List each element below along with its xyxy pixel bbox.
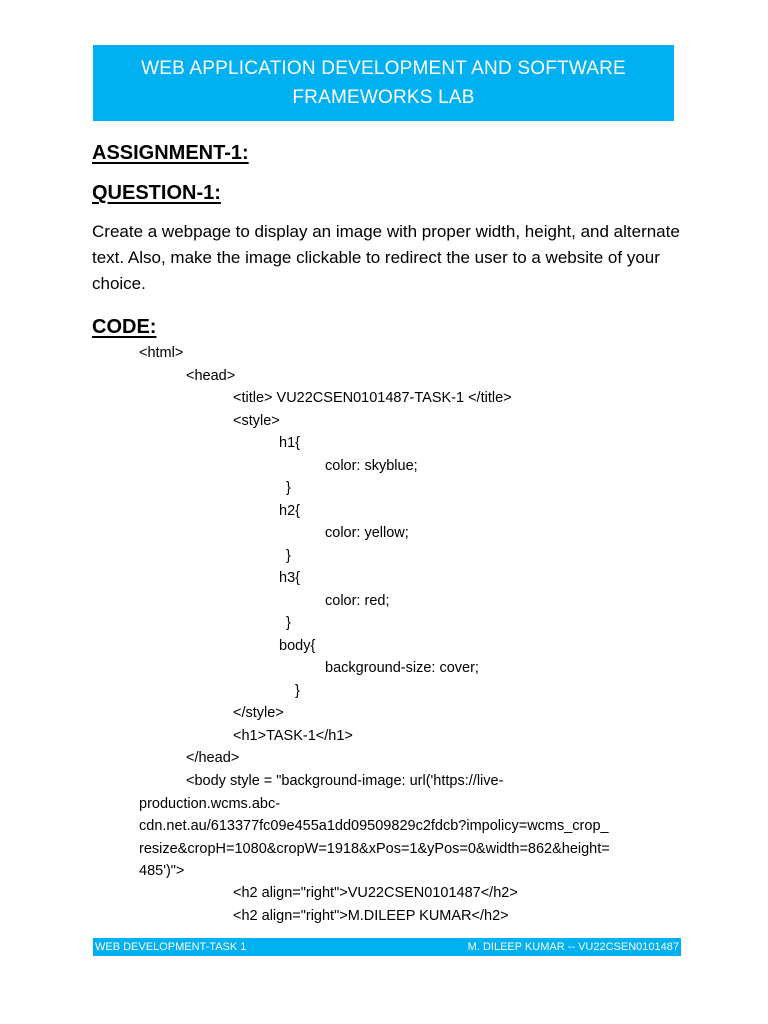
code-line: h3{	[279, 570, 300, 586]
code-line: </style>	[233, 705, 284, 721]
code-line: h2{	[279, 503, 300, 519]
code-line: }	[286, 615, 291, 631]
code-line: <body style = "background-image: url('https://live-	[186, 773, 504, 789]
code-line: resize&cropH=1080&cropW=1918&xPos=1&yPos=0&width=862&height=	[139, 841, 610, 857]
code-line: 485')">	[139, 863, 185, 879]
question-heading: QUESTION-1:	[92, 182, 221, 204]
code-line: color: yellow;	[325, 525, 409, 541]
page-footer	[93, 938, 681, 956]
code-line: <h1>TASK-1</h1>	[233, 728, 353, 744]
assignment-heading: ASSIGNMENT-1:	[92, 142, 249, 164]
code-line: <html>	[139, 345, 184, 361]
code-line: }	[286, 480, 291, 496]
code-line: color: skyblue;	[325, 458, 418, 474]
lab-title: WEB APPLICATION DEVELOPMENT AND SOFTWARE FRAMEWORKS LAB	[141, 58, 626, 108]
code-line: }	[295, 683, 300, 699]
footer-left-text: WEB DEVELOPMENT-TASK 1	[95, 941, 247, 953]
footer-right-text: M. DILEEP KUMAR -- VU22CSEN0101487	[467, 941, 679, 953]
code-line: body{	[279, 638, 316, 654]
code-line: <title> VU22CSEN0101487-TASK-1 </title>	[233, 390, 512, 406]
code-line: <h2 align="right">VU22CSEN0101487</h2>	[233, 885, 518, 901]
code-line: }	[286, 548, 291, 564]
code-line: <head>	[186, 368, 236, 384]
code-line: color: red;	[325, 593, 390, 609]
code-heading: CODE:	[92, 316, 157, 338]
code-line: h1{	[279, 435, 300, 451]
code-line: production.wcms.abc-	[139, 796, 281, 812]
code-line: <h2 align="right">M.DILEEP KUMAR</h2>	[233, 908, 509, 924]
code-line: <style>	[233, 413, 280, 429]
question-text: Create a webpage to display an image with proper width, height, and alternate text. Also, make the image clickable to redirect the user to a website of your choice.	[92, 222, 680, 293]
code-line: cdn.net.au/613377fc09e455a1dd09509829c2fdcb?impolicy=wcms_crop_	[139, 818, 609, 834]
code-line: </head>	[186, 750, 240, 766]
header-banner	[93, 45, 674, 121]
code-line: background-size: cover;	[325, 660, 479, 676]
